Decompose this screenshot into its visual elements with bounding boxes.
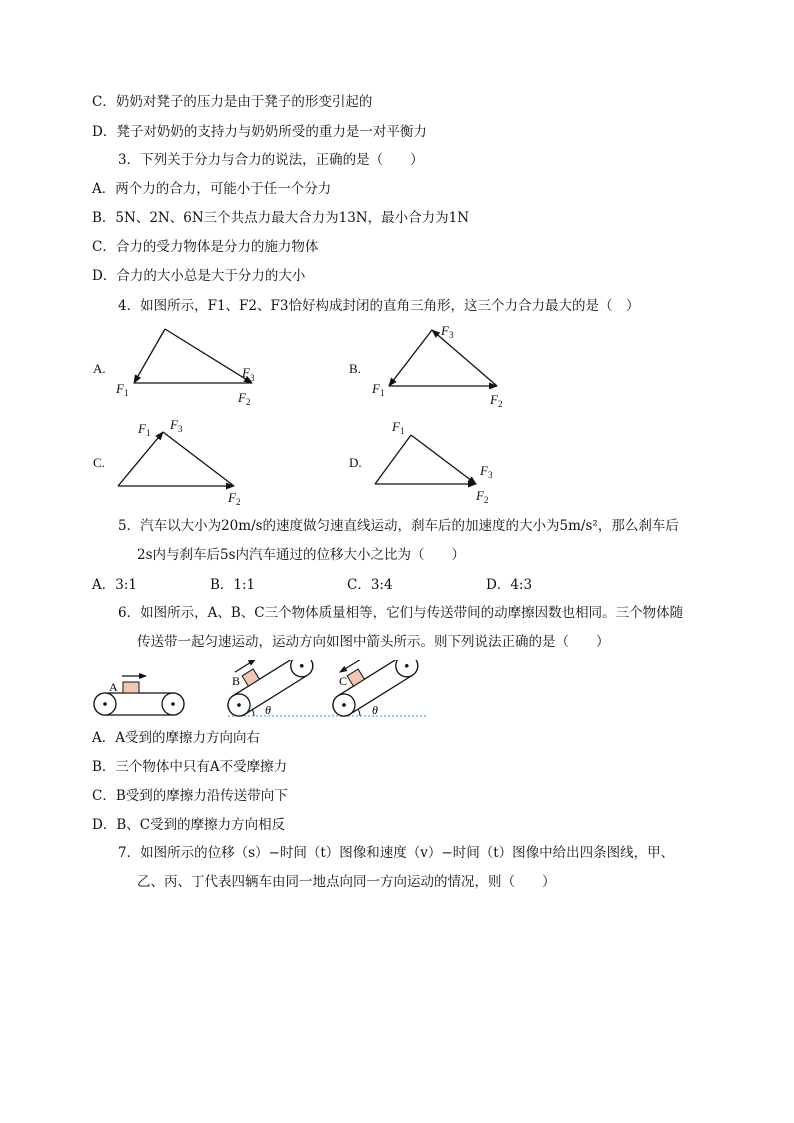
svg-text:2: 2 — [498, 399, 503, 409]
q6-option-a: A．A受到的摩擦力方向向右 — [92, 730, 260, 746]
q4-c-f3: F — [170, 417, 178, 432]
option-d-prev: D．凳子对奶奶的支持力与奶奶所受的重力是一对平衡力 — [92, 124, 427, 140]
svg-text:3: 3 — [178, 424, 183, 434]
q4-b-f2: F — [490, 392, 498, 407]
option-c-prev: C．奶奶对凳子的压力是由于凳子的形变引起的 — [92, 94, 373, 110]
q4-label-b: B. — [349, 361, 361, 376]
question-6-line1: 6．如图所示，A、B、C三个物体质量相等，它们与传送带间的动摩擦因数也相同。三个物体随 — [118, 605, 684, 621]
q4-label-d: D. — [349, 455, 362, 470]
q3-option-b: B．5N、2N、6N三个共点力最大合力为13N，最小合力为1N — [92, 210, 470, 226]
q4-d-f3: F — [480, 463, 488, 478]
q3-option-c: C．合力的受力物体是分力的施力物体 — [92, 239, 319, 255]
belt-a — [94, 693, 184, 715]
q4-b-f3: F — [441, 325, 449, 338]
q5-option-c: C．3:4 — [347, 577, 393, 593]
q4-c-f1: F — [138, 421, 146, 436]
block-label-a: A — [109, 680, 118, 694]
q4-c-f2: F — [228, 490, 236, 505]
belt-c — [319, 660, 422, 720]
svg-text:1: 1 — [400, 426, 405, 436]
theta-b: θ — [265, 703, 271, 717]
q5-option-d: D．4:3 — [486, 577, 533, 593]
q4-a-f1: F — [116, 381, 124, 396]
question-3: 3．下列关于分力与合力的说法，正确的是（ ） — [118, 152, 424, 168]
q4-a-f3: F — [242, 365, 250, 380]
svg-text:3: 3 — [449, 330, 454, 340]
block-label-c: C — [339, 674, 348, 688]
svg-text:2: 2 — [484, 495, 489, 505]
question-7-line2: 乙、丙、丁代表四辆车由同一地点向同一方向运动的情况，则（ ） — [137, 874, 556, 890]
svg-text:2: 2 — [236, 497, 241, 507]
q4-triangle-b — [389, 330, 497, 386]
question-4: 4．如图所示，F1、F2、F3恰好构成封闭的直角三角形，这三个力合力最大的是（ ） — [118, 298, 640, 314]
svg-text:3: 3 — [488, 470, 493, 480]
svg-text:1: 1 — [380, 388, 385, 398]
svg-text:2: 2 — [246, 397, 251, 407]
block-a — [123, 682, 139, 693]
question-6-line2: 传送带一起匀速运动，运动方向如图中箭头所示。则下列说法正确的是（ ） — [137, 634, 610, 650]
q4-label-c: C. — [93, 455, 105, 470]
q4-label-a: A. — [93, 361, 106, 376]
q4-a-f2: F — [238, 390, 246, 405]
q4-d-f1: F — [392, 419, 400, 434]
q4-figure — [90, 325, 710, 515]
block-label-b: B — [232, 674, 241, 688]
q6-conveyor-figure — [90, 660, 435, 725]
q6-option-d: D．B、C受到的摩擦力方向相反 — [92, 817, 286, 833]
q6-option-c: C．B受到的摩擦力沿传送带向下 — [92, 788, 288, 804]
q3-option-d: D．合力的大小总是大于分力的大小 — [92, 268, 306, 284]
svg-text:1: 1 — [146, 428, 151, 438]
theta-c: θ — [372, 703, 378, 717]
q3-option-a: A．两个力的合力，可能小于任一个分力 — [92, 181, 332, 197]
question-5-line2: 2s内与刹车后5s内汽车通过的位移大小之比为（ ） — [137, 547, 466, 563]
svg-text:3: 3 — [250, 373, 255, 383]
svg-text:1: 1 — [124, 388, 129, 398]
q4-d-f2: F — [476, 488, 484, 503]
q6-option-b: B．三个物体中只有A不受摩擦力 — [92, 759, 288, 775]
q5-option-b: B．1:1 — [210, 577, 256, 593]
q4-triangle-d — [375, 435, 476, 484]
q4-triangle-a — [134, 329, 252, 383]
q4-triangle-c — [118, 432, 234, 486]
q5-option-a: A．3:1 — [92, 577, 137, 593]
question-7-line1: 7．如图所示的位移（s）−时间（t）图像和速度（v）−时间（t）图像中给出四条图线，甲、 — [118, 845, 675, 861]
question-5-line1: 5．汽车以大小为20m/s的速度做匀速直线运动，刹车后的加速度的大小为5m/s²，那么刹车后 — [118, 518, 679, 534]
q4-b-f1: F — [372, 381, 380, 396]
